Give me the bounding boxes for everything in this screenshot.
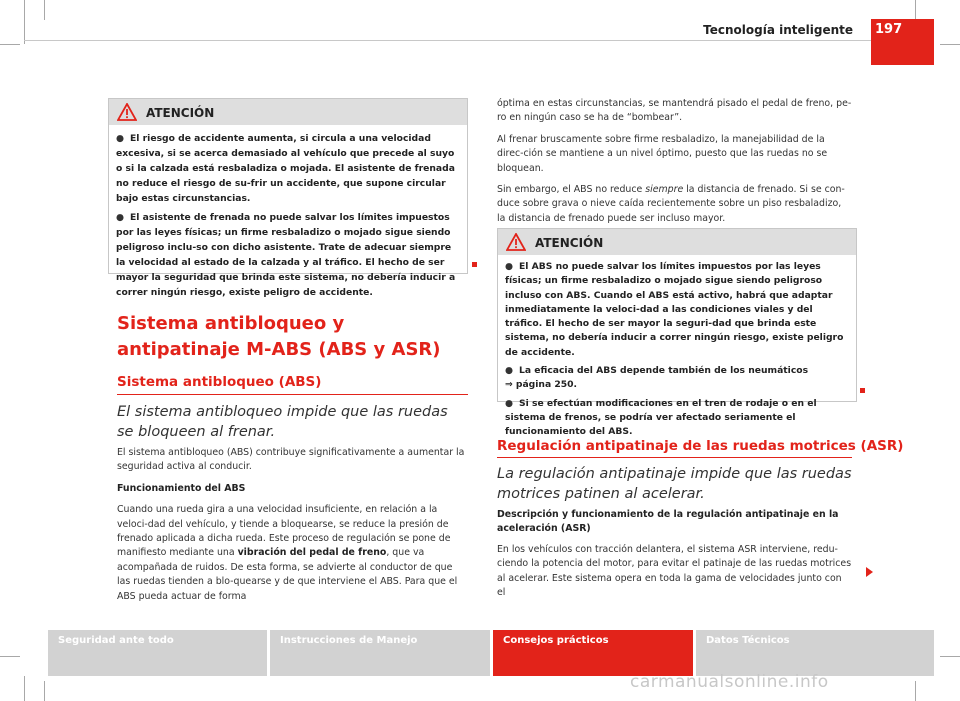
subsection-rule	[497, 457, 852, 458]
watermark: carmanualsonline.info	[630, 672, 829, 692]
warning-triangle-icon	[117, 103, 137, 121]
crop-mark	[915, 0, 916, 20]
warning-triangle-icon	[506, 233, 526, 251]
right-body-top	[497, 97, 852, 233]
paragraph	[497, 183, 852, 226]
lead-text: La regulación antipatinaje impide que las ruedas motrices patinen al acelerar.	[497, 466, 852, 502]
tab-consejos[interactable]: Consejos prácticos	[493, 630, 693, 676]
crop-mark	[940, 656, 960, 657]
para3-em: siempre	[645, 184, 684, 196]
tab-datos[interactable]: Datos Técnicos	[696, 630, 934, 676]
warning-bullet: La eficacia del ABS depende también de los neumáticos	[519, 365, 809, 377]
paragraph: Al frenar bruscamente sobre firme resbaladizo, la manejabilidad de la direc-ción se mantiene a un nivel óptimo, puesto que las ruedas no se bloquean.	[497, 133, 828, 174]
para3-b: la distancia de frenado. Si se con-duce sobre grava o nieve caída recientemente sobre un piso resbaladizo, la distancia de frenado puede ser incluso mayor.	[497, 184, 845, 224]
warning-bullet: Si se efectúan modificaciones en el tren de rodaje o en el sistema de frenos, se podría ver afectado seriamente el funcionamiento del ABS.	[505, 397, 817, 438]
right-body-bottom	[497, 508, 852, 607]
func-paragraph	[117, 503, 467, 604]
func-heading: Funcionamiento del ABS	[117, 482, 246, 494]
warning-box	[497, 228, 857, 438]
subsection-rule	[117, 394, 468, 395]
page-number: 197	[875, 22, 903, 37]
warning-title: ATENCIÓN	[146, 106, 215, 120]
crop-mark	[940, 44, 960, 45]
tab-seguridad[interactable]: Seguridad ante todo	[48, 630, 267, 676]
chapter-tabs	[48, 630, 934, 676]
crop-mark	[0, 44, 20, 45]
subsection-title: Regulación antipatinaje de las ruedas motrices (ASR)	[497, 438, 904, 454]
func-text-1: Cuando una rueda gira a una velocidad insuficiente, en relación a la veloci-dad del vehículo, y tiende a bloquearse, se reduce la presión de frenado aplicada a dicha rueda. Este proceso de regulación se pone de manifiesto mediante una	[117, 504, 451, 559]
end-marker	[472, 262, 477, 267]
end-marker	[860, 388, 865, 393]
section-title: Sistema antibloqueo y antipatinaje M-ABS (ABS y ASR)	[117, 313, 441, 360]
body-text	[117, 446, 467, 611]
lead-text: El sistema antibloqueo impide que las ruedas se bloqueen al frenar.	[117, 404, 448, 440]
crop-mark	[44, 681, 45, 701]
warning-title: ATENCIÓN	[535, 236, 604, 250]
para3-a: Sin embargo, el ABS no reduce	[497, 184, 643, 196]
crop-mark	[915, 681, 916, 701]
crop-mark	[44, 0, 45, 20]
intro-paragraph: El sistema antibloqueo (ABS) contribuye significativamente a aumentar la seguridad activa al conducir.	[117, 447, 465, 473]
continue-arrow-icon	[866, 567, 873, 577]
page-reference-link[interactable]: ⇒ página 250.	[505, 379, 578, 391]
warning-text: ● El riesgo de accidente aumenta, si circula a una velocidad excesiva, si se acerca demasiado al vehículo que precede al suyo o si la calzada está resbaladiza o mojada. El asistente de frenada no reduce el riesgo de su-frir un accidente, que supone circular bajo estas circunstancias. ● El asistente de frenada no puede salvar los límites impuestos por las leyes físicas; un firme resbaladizo o mojado sigue siendo peligroso inclu-so con dicho asistente. Trate de adecuar siempre la velocidad al estado de la calzada y al tráfico. El hecho de ser mayor la seguridad que brinda este sistema, no debería inducir a correr ningún riesgo, existe peligro de accidente.	[116, 133, 456, 298]
subsection-title: Sistema antibloqueo (ABS)	[117, 374, 322, 390]
paragraph: óptima en estas circunstancias, se mantendrá pisado el pedal de freno, pe-ro en ningún caso se ha de “bombear”.	[497, 98, 852, 124]
crop-mark	[0, 656, 20, 657]
desc-paragraph: En los vehículos con tracción delantera, el sistema ASR interviene, redu-ciendo la potencia del motor, para evitar el patinaje de las ruedas motrices al acelerar. Este sistema opera en toda la gama de velocidades junto con el	[497, 543, 852, 599]
crop-mark	[24, 0, 25, 44]
func-bold: vibración del pedal de freno	[237, 547, 387, 559]
warning-bullet: El riesgo de accidente aumenta, si circula a una velocidad excesiva, si se acerca demasiado al vehículo que precede al suyo o si la calzada está resbaladiza o mojada. El asistente de frenada no reduce el riesgo de su-frir un accidente, que supone circular bajo estas circunstancias.	[116, 133, 455, 204]
warning-bullet: El asistente de frenada no puede salvar los límites impuestos por las leyes físicas; un firme resbaladizo o mojado sigue siendo peligroso inclu-so con dicho asistente. Trate de adecuar siempre la velocidad al estado de la calzada y al tráfico. El hecho de ser mayor la seguridad que brinda este sistema, no debería inducir a correr ningún riesgo, existe peligro de accidente.	[116, 212, 456, 298]
tab-instrucciones[interactable]: Instrucciones de Manejo	[270, 630, 490, 676]
warning-box	[108, 98, 468, 298]
warning-bullet: El ABS no puede salvar los límites impuestos por las leyes físicas; un firme resbaladizo o mojado sigue siendo peligroso incluso con ABS. Cuando el ABS está activo, habrá que adaptar inmediatamente la veloci-dad a las condiciones viales y del tráfico. El hecho de ser mayor la seguri-dad que brinda este sistema, no debería inducir a correr ningún riesgo, existe peligro de accidente.	[505, 261, 844, 358]
desc-heading: Descripción y funcionamiento de la regulación antipatinaje en la aceleración (ASR)	[497, 509, 839, 535]
warning-text: ● El ABS no puede salvar los límites impuestos por las leyes físicas; un firme resbaladizo o mojado sigue siendo peligroso incluso con ABS. Cuando el ABS está activo, habrá que adaptar inmediatamente la veloci-dad a las condiciones viales y del tráfico. El hecho de ser mayor la seguri-dad que brinda este sistema, no debería inducir a correr ningún riesgo, existe peligro de accidente. ● La eficacia del ABS depende también de los neumáticos ⇒ página 250. ● Si se efectúan modificaciones en el tren de rodaje o en el sistema de frenos, se podría ver afectado seriamente el funcionamiento del ABS.	[505, 261, 844, 438]
header-rule	[24, 40, 872, 41]
func-text-2: , que va acompañada de ruidos. De esta forma, se advierte al conductor de que las ruedas tienden a blo-quearse y de que interviene el ABS. Para que el ABS pueda actuar de forma	[117, 547, 458, 602]
running-header: Tecnología inteligente	[703, 23, 853, 37]
crop-mark	[24, 676, 25, 701]
